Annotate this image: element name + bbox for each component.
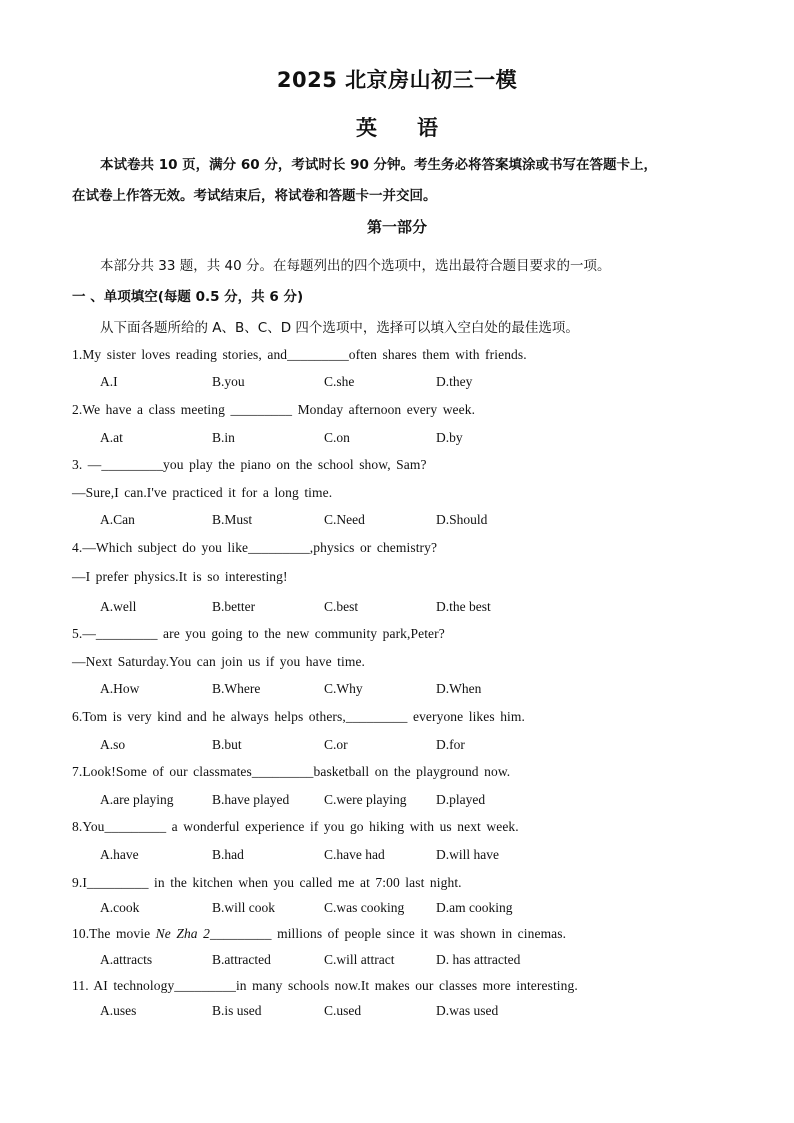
option-a: A.uses: [100, 1003, 137, 1018]
option-b: B.you: [212, 374, 245, 389]
option-c: C.used: [324, 1003, 362, 1018]
part-description-text: 本部分共 33 题，共 40 分。在每题列出的四个选项中，选出最符合题目要求的一项。: [100, 258, 611, 274]
question-8: 8.You_________ a wonderful experience if you go hiking with us next week.: [72, 819, 519, 834]
option-d: D.the best: [436, 599, 491, 614]
option-c: C.was cooking: [324, 900, 405, 915]
question-3-reply: —Sure,I can.I've practiced it for a long time.: [72, 485, 333, 500]
question-2: 2.We have a class meeting _________ Monday afternoon every week.: [72, 402, 476, 417]
option-a: A.How: [100, 681, 140, 696]
option-c: C.Why: [324, 681, 363, 696]
option-d: D.When: [436, 681, 482, 696]
option-d: D.Should: [436, 512, 488, 527]
options-4: [100, 599, 720, 619]
option-b: B.better: [212, 599, 256, 614]
question-10-prefix: 10.The movie: [72, 926, 156, 941]
subject-title: [0, 112, 794, 142]
part-title: 第一部分: [366, 218, 427, 236]
option-d: D.they: [436, 374, 473, 389]
intro-line-1: 本试卷共 10 页，满分 60 分，考试时长 90 分钟。考生务必将答案填涂或书写在答题卡上，: [100, 157, 658, 173]
option-a: A.I: [100, 374, 118, 389]
options-2: [100, 430, 720, 450]
option-b: B.attracted: [212, 952, 271, 967]
option-b: B.but: [212, 737, 242, 752]
options-9: [100, 900, 720, 920]
option-d: D.am cooking: [436, 900, 513, 915]
option-c: C.or: [324, 737, 348, 752]
option-a: A.attracts: [100, 952, 153, 967]
option-d: D.by: [436, 430, 463, 445]
question-5-reply: —Next Saturday.You can join us if you have time.: [72, 654, 366, 669]
option-c: C.best: [324, 599, 359, 614]
page-title: 2025 北京房山初三一模: [276, 68, 518, 92]
option-a: A.have: [100, 847, 139, 862]
movie-title: Ne Zha 2: [155, 926, 210, 941]
option-b: B.Must: [212, 512, 253, 527]
option-d: D.played: [436, 792, 486, 807]
question-7: 7.Look!Some of our classmates_________basketball on the playground now.: [72, 764, 511, 779]
section-instruction: 从下面各题所给的 A、B、C、D 四个选项中，选择可以填入空白处的最佳选项。: [100, 320, 579, 336]
part-description: [100, 254, 611, 274]
question-11: 11. AI technology_________in many schools now.It makes our classes more interesting.: [72, 978, 578, 993]
option-c: C.have had: [324, 847, 385, 862]
option-a: A.at: [100, 430, 123, 445]
option-b: B.had: [212, 847, 244, 862]
option-a: A.well: [100, 599, 137, 614]
options-11: [100, 1003, 720, 1023]
question-5: 5.—_________ are you going to the new community park,Peter?: [72, 626, 445, 641]
options-5: [100, 681, 720, 701]
options-7: [100, 792, 720, 812]
question-4: 4.—Which subject do you like_________,physics or chemistry?: [72, 540, 438, 555]
option-b: B.will cook: [212, 900, 275, 915]
question-6: 6.Tom is very kind and he always helps others,_________ everyone likes him.: [72, 709, 525, 724]
option-c: C.were playing: [324, 792, 407, 807]
option-c: C.will attract: [324, 952, 395, 967]
question-1: 1.My sister loves reading stories, and_________often shares them with friends.: [72, 347, 527, 362]
options-8: [100, 847, 720, 867]
option-c: C.on: [324, 430, 350, 445]
options-6: [100, 737, 720, 757]
option-b: B.is used: [212, 1003, 262, 1018]
options-1: [100, 374, 720, 394]
intro-line-2: 在试卷上作答无效。考试结束后，将试卷和答题卡一并交回。: [72, 188, 437, 204]
option-d: D.will have: [436, 847, 499, 862]
option-a: A.cook: [100, 900, 140, 915]
options-10: [100, 952, 720, 972]
subject-char-1: 英: [356, 116, 377, 140]
option-b: B.in: [212, 430, 235, 445]
option-c: C.she: [324, 374, 355, 389]
option-b: B.Where: [212, 681, 261, 696]
question-10: [72, 926, 566, 942]
section-title: 一 、单项填空(每题 0.5 分，共 6 分): [72, 289, 304, 305]
option-d: D. has attracted: [436, 952, 521, 967]
question-10-suffix: _________ millions of people since it was shown in cinemas.: [209, 926, 567, 941]
option-a: A.are playing: [100, 792, 174, 807]
option-d: D.was used: [436, 1003, 499, 1018]
question-4-reply: —I prefer physics.It is so interesting!: [72, 569, 288, 584]
option-c: C.Need: [324, 512, 365, 527]
option-a: A.so: [100, 737, 126, 752]
question-3: 3. —_________you play the piano on the school show, Sam?: [72, 457, 427, 472]
option-b: B.have played: [212, 792, 290, 807]
question-9: 9.I_________ in the kitchen when you called me at 7:00 last night.: [72, 875, 462, 890]
option-a: A.Can: [100, 512, 135, 527]
subject-char-2: 语: [417, 116, 438, 140]
option-d: D.for: [436, 737, 465, 752]
options-3: [100, 512, 720, 532]
